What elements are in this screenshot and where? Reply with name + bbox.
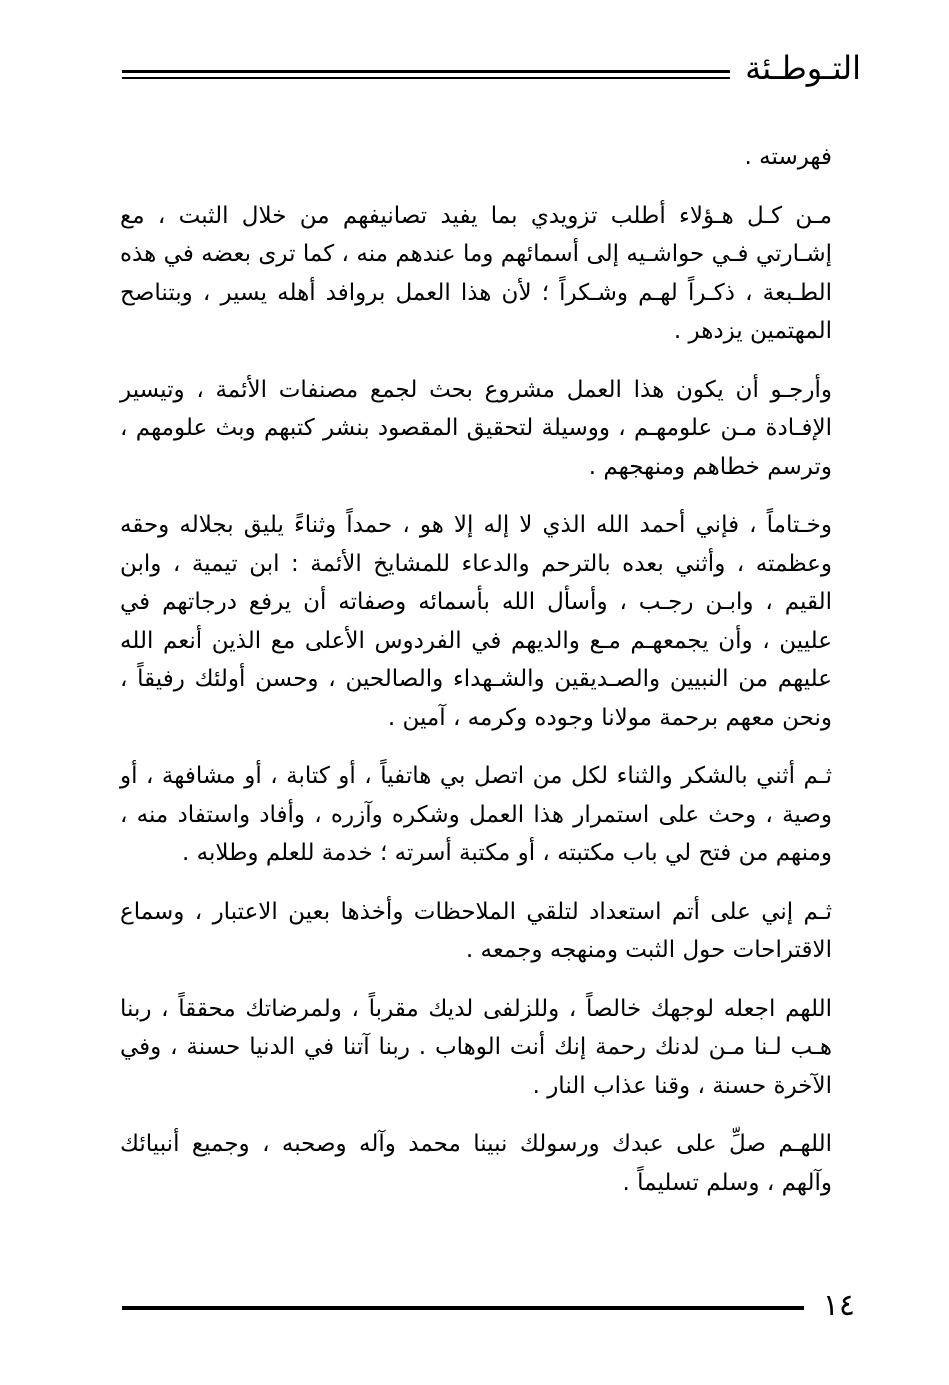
paragraph: ثـم أثني بالشكر والثناء لكل من اتصل بي هاتفياً ، أو كتابة ، أو مشافهة ، أو وصية ، وحث على استمرار هذا العمل وشكره وآزره ، وأفاد واستفاد منه ، ومنهم من فتح لي باب مكتبته ، أو مكتبة أسرته ؛ خدمة للعلم وطلابه . xyxy=(120,763,832,866)
paragraph: وأرجـو أن يكون هذا العمل مشروع بحث لجمع مصنفات الأئمة ، وتيسير الإفـادة مـن علومهـم ، ووسيلة لتحقيق المقصود بنشر كتبهم وبث علومهم ، وترسم خطاهم ومنهجهم . xyxy=(120,376,832,480)
paragraph: وخـتاماً ، فإني أحمد الله الذي لا إله إلا هو ، حمداً وثناءً يليق بجلاله وحقه وعظمته ، وأثني بعده بالترحم والدعاء للمشايخ الأئمة : ابن تيمية ، وابن القيم ، وابـن رجـب ، وأسأل الله بأسمائه وصفاته أن يرفع درجاتهم في عليين ، وأن يجمعهـم مـع والديهم في الفردوس الأعلى مع الذين أنعم الله عليهم من النبيين والصـديقين والشـهداء والصالحين ، وحسن أولئك رفيقاً ، ونحن معهم برحمة مولانا وجوده وكرمه ، آمين . xyxy=(120,512,832,731)
header-title: التـوطـئة xyxy=(745,49,861,87)
footer-rule xyxy=(122,1306,804,1310)
paragraph: مـن كـل هـؤلاء أطلب تزويدي بما يفيد تصانيفهم من خلال الثبت ، مع إشـارتي فـي حواشـيه إلى أسمائهم وما عندهم منه ، كما ترى بعضه في هذه الطـبعة ، ذكـراً لهـم وشـكراً ؛ لأن هذا العمل بروافد أهله يسير ، وبتناصح المهتمين يزدهر . xyxy=(120,202,832,344)
page-number: ١٤ xyxy=(822,1288,855,1323)
header-rule-bottom xyxy=(122,77,730,79)
page-body xyxy=(120,138,832,1222)
paragraph: فهرسته . xyxy=(744,144,832,170)
header-rule-top xyxy=(122,70,730,73)
paragraph: اللهم اجعله لوجهك خالصاً ، وللزلفى لديك مقرباً ، ولمرضاتك محققاً ، ربنا هـب لـنا مـن لدنك رحمة إنك أنت الوهاب . ربنا آتنا في الدنيا حسنة ، وفي الآخرة حسنة ، وقنا عذاب النار . xyxy=(120,995,832,1099)
paragraph: اللهـم صلِّ على عبدك ورسولك نبينا محمد وآله وصحبه ، وجميع أنبيائك وآلهم ، وسلم تسليماً . xyxy=(120,1131,832,1196)
paragraph: ثـم إني على أتم استعداد لتلقي الملاحظات وأخذها بعين الاعتبار ، وسماع الاقتراحات حول الثبت ومنهجه وجمعه . xyxy=(120,898,832,963)
